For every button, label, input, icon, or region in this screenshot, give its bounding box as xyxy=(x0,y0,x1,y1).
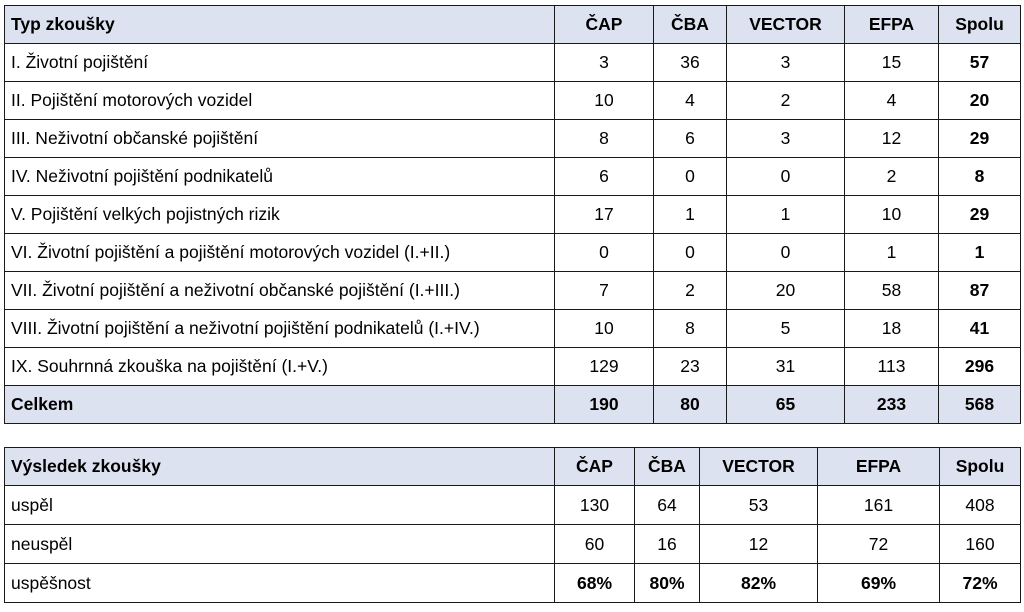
cell-efpa: 58 xyxy=(845,272,939,310)
total-row xyxy=(5,386,1021,424)
column-header-efpa: EFPA xyxy=(845,6,939,44)
table-row xyxy=(5,196,1021,234)
cell-vector: 5 xyxy=(727,310,845,348)
table-row xyxy=(5,44,1021,82)
cell-cap: 6 xyxy=(555,158,654,196)
total-efpa: 233 xyxy=(845,386,939,424)
total-vector: 65 xyxy=(727,386,845,424)
cell-efpa: 4 xyxy=(845,82,939,120)
cell-efpa: 161 xyxy=(818,486,940,525)
cell-cap: 60 xyxy=(555,525,635,564)
cell-total: 296 xyxy=(939,348,1021,386)
table-row xyxy=(5,525,1021,564)
cell-cba: 2 xyxy=(654,272,727,310)
cell-vector: 82% xyxy=(700,564,818,603)
row-label: VII. Životní pojištění a neživotní občanské pojištění (I.+III.) xyxy=(5,272,555,310)
cell-efpa: 12 xyxy=(845,120,939,158)
row-label: III. Neživotní občanské pojištění xyxy=(5,120,555,158)
cell-cap: 0 xyxy=(555,234,654,272)
cell-efpa: 113 xyxy=(845,348,939,386)
table-header-row xyxy=(5,6,1021,44)
column-header-total: Spolu xyxy=(939,6,1021,44)
row-label: VIII. Životní pojištění a neživotní pojištění podnikatelů (I.+IV.) xyxy=(5,310,555,348)
cell-efpa: 72 xyxy=(818,525,940,564)
row-label: II. Pojištění motorových vozidel xyxy=(5,82,555,120)
row-label: IX. Souhrnná zkouška na pojištění (I.+V.) xyxy=(5,348,555,386)
cell-cap: 130 xyxy=(555,486,635,525)
cell-efpa: 69% xyxy=(818,564,940,603)
cell-total: 8 xyxy=(939,158,1021,196)
cell-cba: 64 xyxy=(635,486,700,525)
cell-cap: 17 xyxy=(555,196,654,234)
cell-cap: 129 xyxy=(555,348,654,386)
table-row xyxy=(5,564,1021,603)
column-header-total: Spolu xyxy=(940,448,1021,486)
row-label: uspěl xyxy=(5,486,555,525)
row-label: VI. Životní pojištění a pojištění motorových vozidel (I.+II.) xyxy=(5,234,555,272)
cell-efpa: 15 xyxy=(845,44,939,82)
cell-efpa: 10 xyxy=(845,196,939,234)
total-sum: 568 xyxy=(939,386,1021,424)
total-label: Celkem xyxy=(5,386,555,424)
cell-vector: 20 xyxy=(727,272,845,310)
cell-total: 87 xyxy=(939,272,1021,310)
cell-total: 41 xyxy=(939,310,1021,348)
cell-cap: 7 xyxy=(555,272,654,310)
row-label: uspěšnost xyxy=(5,564,555,603)
row-label: IV. Neživotní pojištění podnikatelů xyxy=(5,158,555,196)
cell-total: 29 xyxy=(939,196,1021,234)
cell-cap: 8 xyxy=(555,120,654,158)
cell-cba: 8 xyxy=(654,310,727,348)
row-label: V. Pojištění velkých pojistných rizik xyxy=(5,196,555,234)
column-header-cba: ČBA xyxy=(654,6,727,44)
cell-cba: 6 xyxy=(654,120,727,158)
cell-efpa: 1 xyxy=(845,234,939,272)
cell-efpa: 18 xyxy=(845,310,939,348)
column-header-cap: ČAP xyxy=(555,448,635,486)
cell-cap: 3 xyxy=(555,44,654,82)
exam-types-table xyxy=(4,5,1021,424)
column-header-exam-result: Výsledek zkoušky xyxy=(5,448,555,486)
table-row xyxy=(5,234,1021,272)
cell-cba: 0 xyxy=(654,234,727,272)
cell-cap: 68% xyxy=(555,564,635,603)
cell-cba: 0 xyxy=(654,158,727,196)
column-header-cap: ČAP xyxy=(555,6,654,44)
table-row xyxy=(5,158,1021,196)
cell-vector: 12 xyxy=(700,525,818,564)
total-cap: 190 xyxy=(555,386,654,424)
column-header-exam-type: Typ zkoušky xyxy=(5,6,555,44)
column-header-vector: VECTOR xyxy=(727,6,845,44)
cell-cba: 23 xyxy=(654,348,727,386)
column-header-cba: ČBA xyxy=(635,448,700,486)
cell-vector: 31 xyxy=(727,348,845,386)
cell-total: 20 xyxy=(939,82,1021,120)
cell-total: 29 xyxy=(939,120,1021,158)
cell-efpa: 2 xyxy=(845,158,939,196)
cell-vector: 3 xyxy=(727,44,845,82)
cell-cap: 10 xyxy=(555,82,654,120)
table-header-row xyxy=(5,448,1021,486)
cell-vector: 53 xyxy=(700,486,818,525)
total-cba: 80 xyxy=(654,386,727,424)
column-header-vector: VECTOR xyxy=(700,448,818,486)
table-row xyxy=(5,272,1021,310)
cell-cap: 10 xyxy=(555,310,654,348)
cell-cba: 16 xyxy=(635,525,700,564)
cell-vector: 2 xyxy=(727,82,845,120)
cell-vector: 0 xyxy=(727,158,845,196)
cell-vector: 3 xyxy=(727,120,845,158)
cell-cba: 36 xyxy=(654,44,727,82)
cell-vector: 1 xyxy=(727,196,845,234)
column-header-efpa: EFPA xyxy=(818,448,940,486)
row-label: neuspěl xyxy=(5,525,555,564)
cell-cba: 4 xyxy=(654,82,727,120)
table-row xyxy=(5,82,1021,120)
cell-vector: 0 xyxy=(727,234,845,272)
table-row xyxy=(5,348,1021,386)
table-row xyxy=(5,310,1021,348)
cell-cba: 1 xyxy=(654,196,727,234)
row-label: I. Životní pojištění xyxy=(5,44,555,82)
cell-total: 160 xyxy=(940,525,1021,564)
table-row xyxy=(5,120,1021,158)
exam-results-table xyxy=(4,447,1021,603)
cell-cba: 80% xyxy=(635,564,700,603)
cell-total: 72% xyxy=(940,564,1021,603)
cell-total: 1 xyxy=(939,234,1021,272)
cell-total: 408 xyxy=(940,486,1021,525)
cell-total: 57 xyxy=(939,44,1021,82)
table-row xyxy=(5,486,1021,525)
